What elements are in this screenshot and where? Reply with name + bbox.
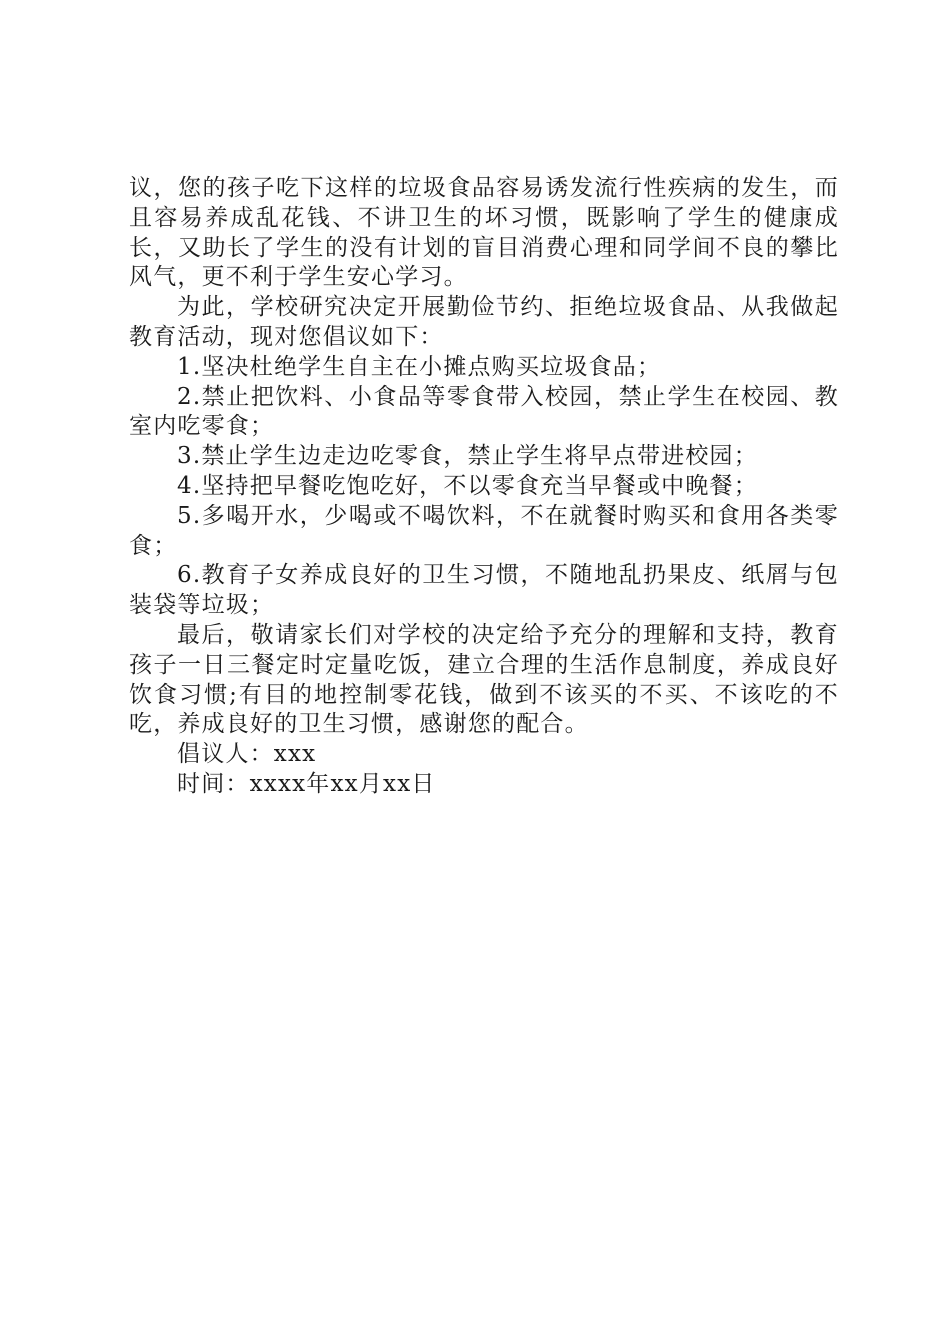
document-body bbox=[129, 174, 839, 800]
paragraph-closing: 最后，敬请家长们对学校的决定给予充分的理解和支持，教育孩子一日三餐定时定量吃饭，建立合理的生活作息制度，养成良好饮食习惯;有目的地控制零花钱，做到不该买的不买、不该吃的不吃，养成良好的卫生习惯，感谢您的配合。 bbox=[129, 621, 839, 738]
list-item-2: 2.禁止把饮料、小食品等零食带入校园，禁止学生在校园、教室内吃零食； bbox=[129, 383, 839, 440]
list-item-6: 6.教育子女养成良好的卫生习惯，不随地乱扔果皮、纸屑与包装袋等垃圾； bbox=[129, 562, 839, 619]
list-item-4: 4.坚持把早餐吃饱吃好，不以零食充当早餐或中晚餐； bbox=[177, 472, 758, 499]
list-item-1: 1.坚决杜绝学生自主在小摊点购买垃圾食品； bbox=[177, 353, 662, 380]
list-item-3: 3.禁止学生边走边吃零食，禁止学生将早点带进校园； bbox=[177, 443, 758, 470]
signature-date: 时间：xxxx年xx月xx日 bbox=[177, 770, 436, 797]
list-item-5: 5.多喝开水，少喝或不喝饮料，不在就餐时购买和食用各类零食； bbox=[129, 502, 839, 559]
paragraph-intro: 为此，学校研究决定开展勤俭节约、拒绝垃圾食品、从我做起教育活动，现对您倡议如下： bbox=[129, 294, 839, 350]
paragraph-continuation: 议，您的孩子吃下这样的垃圾食品容易诱发流行性疾病的发生，而且容易养成乱花钱、不讲卫生的坏习惯，既影响了学生的健康成长，又助长了学生的没有计划的盲目消费心理和同学间不良的攀比风气，更不利于学生安心学习。 bbox=[129, 175, 839, 291]
signature-initiator: 倡议人：xxx bbox=[177, 741, 317, 768]
